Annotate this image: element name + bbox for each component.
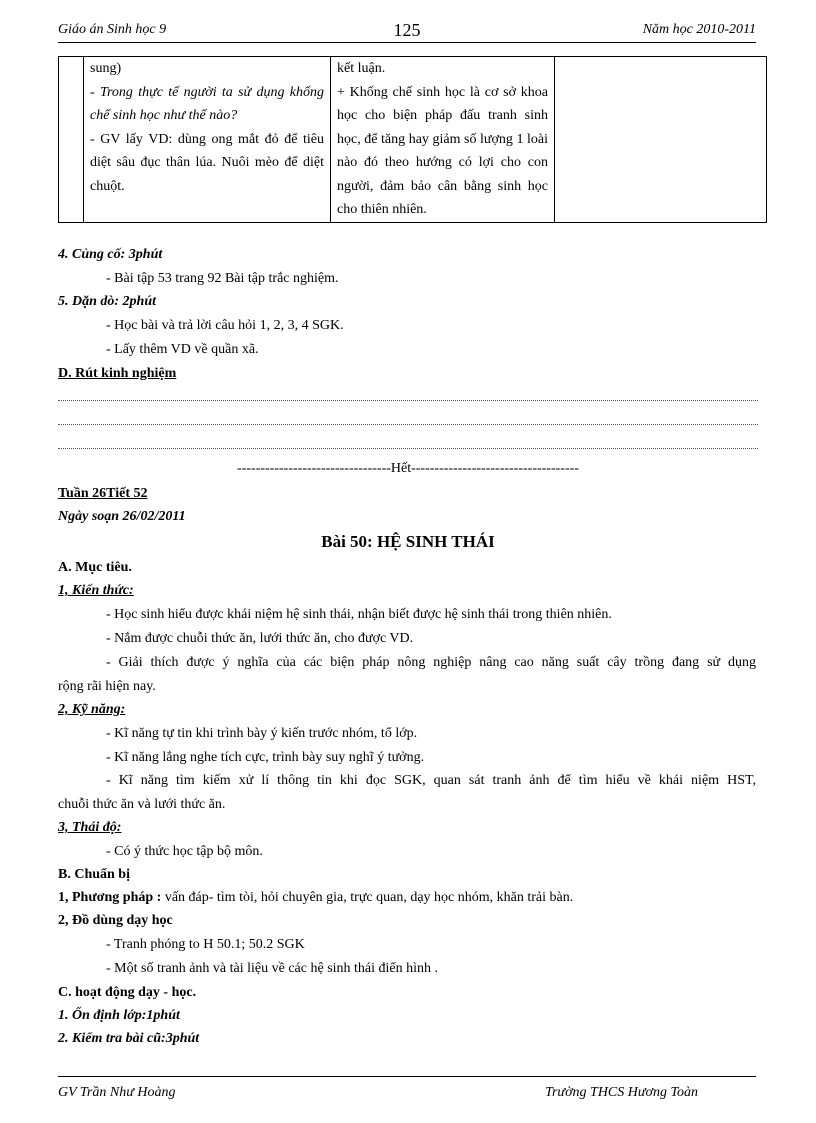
tools-item: - Một số tranh ảnh và tài liệu về các hệ sinh thái điển hình .: [106, 961, 439, 976]
consolidation-heading: 4. Củng cố: 3phút: [58, 247, 163, 262]
knowledge-item: - Học sinh hiểu được khái niệm hệ sinh thái, nhận biết được hệ sinh thái trong thiên nhiên.: [106, 607, 612, 622]
page-footer: [58, 1076, 756, 1100]
knowledge-item-continued: rộng rãi hiện nay.: [58, 679, 156, 694]
page-header: [58, 20, 756, 43]
experience-heading: D. Rút kinh nghiệm: [58, 366, 177, 381]
student-line: kết luận.: [337, 61, 386, 76]
page-number: 125: [393, 20, 421, 40]
teacher-line: sung): [90, 61, 122, 76]
footer-teacher: GV Trần Như Hoàng: [58, 1085, 176, 1100]
activities-heading: C. hoạt động dạy - học.: [58, 985, 197, 1000]
teacher-activity-cell: [84, 57, 331, 223]
step-1: 1. Ổn định lớp:1phút: [58, 1008, 180, 1023]
header-subject: Giáo án Sinh học 9: [58, 22, 167, 37]
skills-item: - Kĩ năng tìm kiếm xử lí thông tin khi đọc SGK, quan sát tranh ảnh để tìm hiểu về khái niệm HST,: [106, 773, 756, 788]
student-conclusion: + Khống chế sinh học là cơ sở khoa học cho biện pháp đấu tranh sinh học, để tăng hay giảm số lượng 1 loài nào đó theo hướng có lợi cho con người, đảm bảo cân bằng sinh học cho thiên nhiên.: [337, 84, 548, 217]
end-separator: [0, 461, 816, 477]
teacher-example: - GV lấy VD: dùng ong mắt đỏ để tiêu diệt sâu đục thân lúa. Nuôi mèo để diệt chuột.: [90, 131, 324, 194]
dotted-line: [58, 424, 758, 425]
consolidation-item: - Bài tập 53 trang 92 Bài tập trắc nghiệm.: [106, 271, 339, 286]
skills-heading: 2, Kỹ năng:: [58, 702, 126, 717]
skills-item: - Kĩ năng lắng nghe tích cực, trình bày suy nghĩ ý tưởng.: [106, 750, 425, 765]
method-label: 1, Phương pháp :: [58, 890, 162, 905]
method-text: vấn đáp- tìm tòi, hỏi chuyên gia, trực quan, dạy học nhóm, khăn trải bàn.: [161, 890, 574, 905]
method-line: [58, 890, 573, 906]
table-cell-empty: [59, 57, 84, 223]
footer-school: Trường THCS Hương Toàn: [544, 1085, 698, 1100]
skills-item: - Kĩ năng tự tin khi trình bày ý kiến trước nhóm, tổ lớp.: [106, 726, 418, 741]
attitude-heading: 3, Thái độ:: [58, 820, 122, 835]
homework-item: - Học bài và trả lời câu hỏi 1, 2, 3, 4 SGK.: [106, 318, 344, 333]
student-activity-cell: [331, 57, 555, 223]
skills-item-continued: chuỗi thức ăn và lưới thức ăn.: [58, 797, 226, 812]
lesson-title: Bài 50: HỆ SINH THÁI: [321, 532, 495, 551]
knowledge-item: - Giải thích được ý nghĩa của các biện pháp nông nghiệp nâng cao năng suất cây trồng đang sử dụng: [106, 655, 756, 670]
step-2: 2. Kiểm tra bài cũ:3phút: [58, 1031, 200, 1046]
knowledge-item: - Nắm được chuỗi thức ăn, lưới thức ăn, cho được VD.: [106, 631, 414, 646]
prep-heading: B. Chuẩn bị: [58, 867, 130, 882]
objectives-heading: A. Mục tiêu.: [58, 560, 132, 575]
attitude-item: - Có ý thức học tập bộ môn.: [106, 844, 263, 859]
dotted-line: [58, 400, 758, 401]
week-label: Tuần 26Tiết 52: [58, 486, 148, 501]
homework-item: - Lấy thêm VD về quần xã.: [106, 342, 259, 357]
tools-heading: 2, Đồ dùng dạy học: [58, 913, 173, 928]
dotted-line: [58, 448, 758, 449]
homework-heading: 5. Dặn dò: 2phút: [58, 294, 157, 309]
knowledge-heading: 1, Kiến thức:: [58, 583, 134, 598]
notes-cell: [555, 57, 767, 223]
activity-table: [58, 56, 767, 223]
end-separator-text: ---------------------------------Hết------------------------------------: [237, 461, 579, 476]
tools-item: - Tranh phóng to H 50.1; 50.2 SGK: [106, 937, 305, 952]
date-label: Ngày soạn 26/02/2011: [58, 509, 186, 524]
header-school-year: Năm học 2010-2011: [642, 22, 756, 37]
table-row: [59, 57, 767, 223]
teacher-question: - Trong thực tế người ta sử dụng khống chế sinh học như thế nào?: [90, 84, 324, 123]
